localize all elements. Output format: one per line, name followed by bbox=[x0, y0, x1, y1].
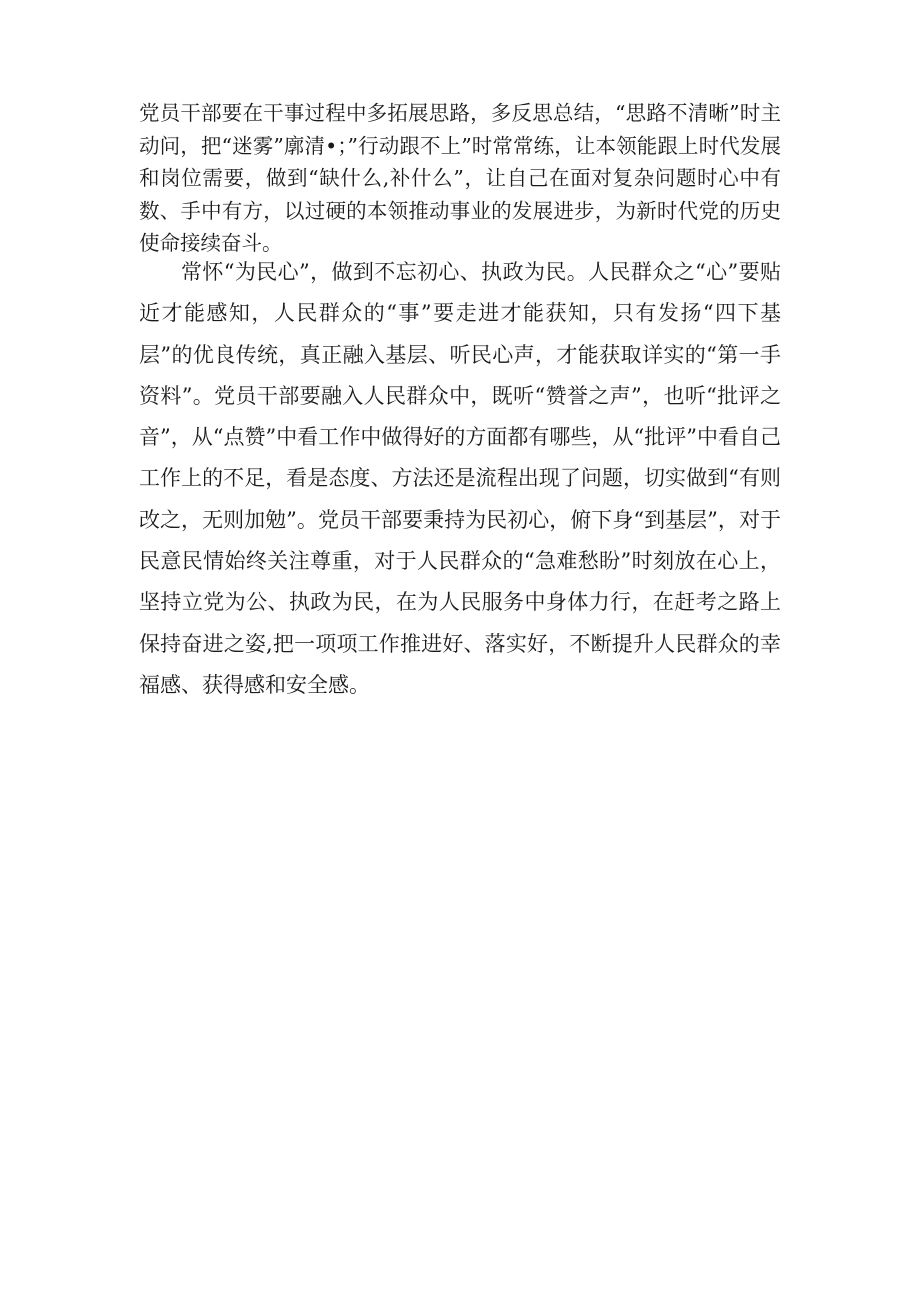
paragraph-serve-people: 常怀“为民心”，做到不忘初心、执政为民。人民群众之“心”要贴近才能感知，人民群众的“事”要走进才能获知，只有发扬“四下基层”的优良传统，真正融入基层、听民心声，才能获取详实的“第一手资料”。党员干部要融入人民群众中，既听“赞誉之声”，也听“批评之音”，从“点赞”中看工作中做得好的方面都有哪些，从“批评”中看自己工作上的不足，看是态度、方法还是流程出现了问题，切实做到“有则改之，无则加勉”。党员干部要秉持为民初心，俯下身“到基层”，对于民意民情始终关注尊重，对于人民群众的“急难愁盼”时刻放在心上，坚持立党为公、执政为民，在为人民服务中身体力行，在赶考之路上保持奋进之姿,把一项项工作推进好、落实好，不断提升人民群众的幸福感、获得感和安全感。 bbox=[139, 260, 781, 697]
paragraph-skill-improvement: 党员干部要在干事过程中多拓展思路，多反思总结，“思路不清晰”时主动问，把“迷雾”廓清•；”行动跟不上”时常常练，让本领能跟上时代发展和岗位需要，做到“缺什么,补什么”，让自己在面对复杂问题时心中有数、手中有方，以过硬的本领推动事业的发展进步，为新时代党的历史使命接续奋斗。 bbox=[139, 101, 781, 255]
